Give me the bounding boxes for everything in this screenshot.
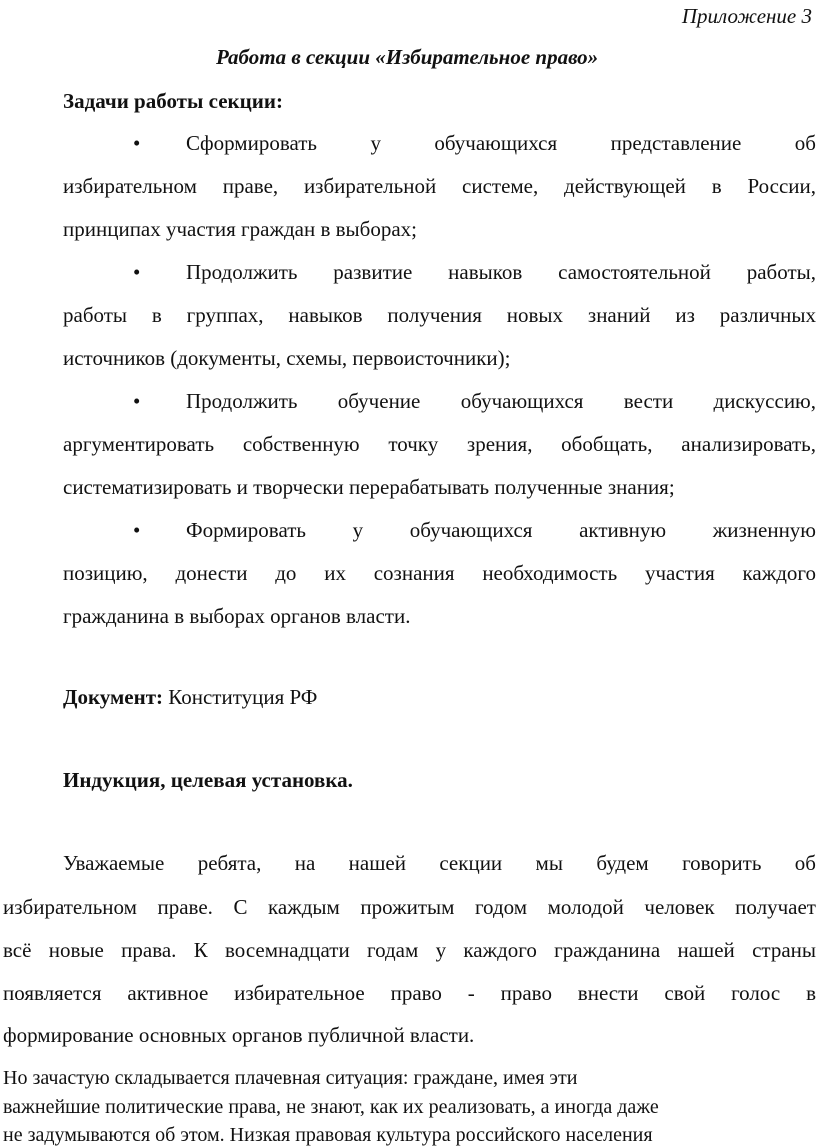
document-value: Конституция РФ xyxy=(168,685,318,709)
task-line: гражданина в выборах органов власти. xyxy=(63,604,411,628)
bullet-icon: • xyxy=(133,131,141,155)
task-line: избирательном праве, избирательной системе, действующей в России, xyxy=(63,174,816,198)
paragraph-line: формирование основных органов публичной власти. xyxy=(3,1023,475,1047)
document-line xyxy=(63,687,317,708)
task-line: Сформировать у обучающихся представление об xyxy=(186,131,816,155)
paragraph-line: не задумываются об этом. Низкая правовая культура российского населения xyxy=(3,1124,653,1146)
task-line: принципах участия граждан в выборах; xyxy=(63,217,417,241)
paragraph-line: важнейшие политические права, не знают, как их реализовать, а иногда даже xyxy=(3,1096,659,1118)
paragraph-line: появляется активное избирательное право - право внести свой голос в xyxy=(3,981,816,1005)
appendix-label: Приложение 3 xyxy=(681,4,812,28)
task-line: аргументировать собственную точку зрения, обобщать, анализировать, xyxy=(63,432,816,456)
paragraph-line: Уважаемые ребята, на нашей секции мы будем говорить об xyxy=(63,851,816,875)
paragraph-line: избирательном праве. С каждым прожитым годом молодой человек получает xyxy=(3,895,816,919)
tasks-heading: Задачи работы секции: xyxy=(63,89,283,113)
task-line: Продолжить развитие навыков самостоятельной работы, xyxy=(186,260,816,284)
bullet-icon: • xyxy=(133,518,141,542)
paragraph-line: Но зачастую складывается плачевная ситуация: граждане, имея эти xyxy=(3,1067,578,1089)
document-label: Документ: xyxy=(63,685,164,709)
task-line: работы в группах, навыков получения новых знаний из различных xyxy=(63,303,816,327)
section-title: Работа в секции «Избирательное право» xyxy=(216,45,599,69)
task-line: позицию, донести до их сознания необходимость участия каждого xyxy=(63,561,816,585)
paragraph-line: всё новые права. К восемнадцати годам у каждого гражданина нашей страны xyxy=(3,938,816,962)
bullet-icon: • xyxy=(133,389,141,413)
task-line: систематизировать и творчески перерабатывать полученные знания; xyxy=(63,475,675,499)
induction-heading: Индукция, целевая установка. xyxy=(63,768,353,792)
bullet-icon: • xyxy=(133,260,141,284)
task-line: Формировать у обучающихся активную жизненную xyxy=(186,518,816,542)
task-line: источников (документы, схемы, первоисточники); xyxy=(63,346,511,370)
task-line: Продолжить обучение обучающихся вести дискуссию, xyxy=(186,389,816,413)
